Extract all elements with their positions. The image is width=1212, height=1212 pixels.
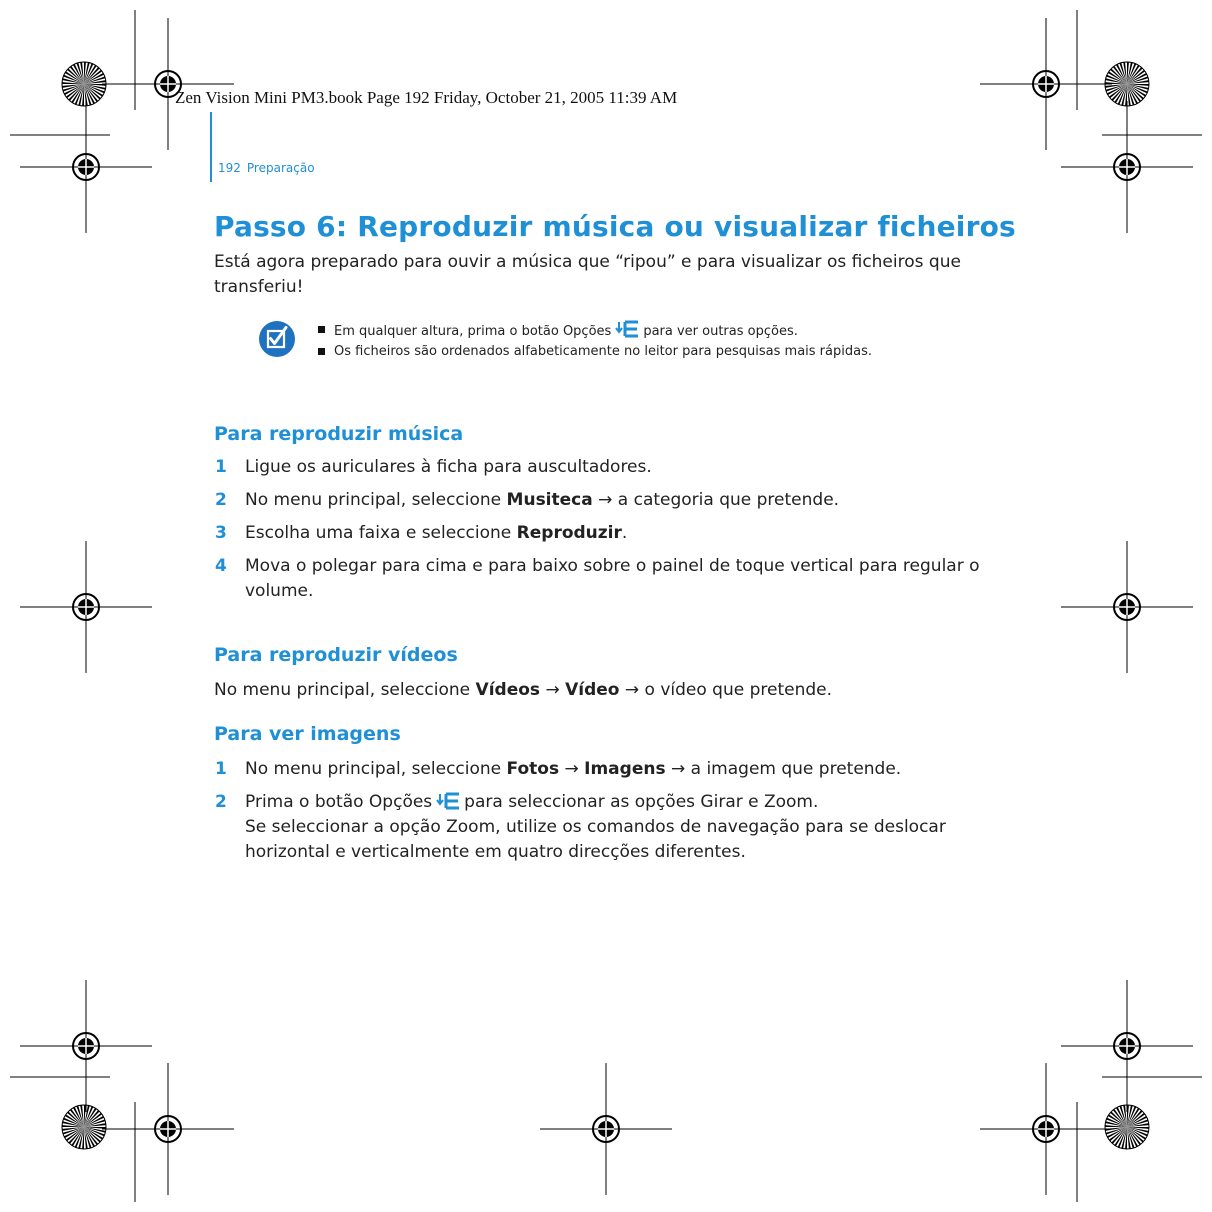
- list-item: 3 Escolha uma faixa e seleccione Reproduzir.: [215, 523, 628, 543]
- registration-mark-icon: [20, 541, 152, 673]
- note-item: Em qualquer altura, prima o botão Opções para ver outras opções.: [318, 320, 978, 342]
- book-header: Zen Vision Mini PM3.book Page 192 Friday, October 21, 2005 11:39 AM: [175, 88, 678, 107]
- note-item: Os ficheiros são ordenados alfabeticamente no leitor para pesquisas mais rápidas.: [318, 342, 978, 362]
- starburst-mark-icon: [62, 1105, 106, 1149]
- bullet: [318, 326, 325, 333]
- starburst-mark-icon: [62, 62, 106, 106]
- running-head: [218, 161, 315, 175]
- list-item: 1 Ligue os auriculares à ficha para auscultadores.: [215, 457, 652, 477]
- music-steps: [214, 455, 994, 604]
- images-heading: Para ver imagens: [214, 723, 401, 745]
- page-rule: [210, 112, 212, 182]
- page-title: Passo 6: Reproduzir música ou visualizar ficheiros: [214, 210, 1016, 243]
- registration-mark-icon: [980, 18, 1112, 150]
- images-steps: [214, 757, 994, 865]
- registration-mark-icon: [20, 101, 152, 233]
- options-button-icon: [436, 792, 460, 810]
- videos-heading: Para reproduzir vídeos: [214, 644, 458, 666]
- registration-mark-icon: [540, 1063, 672, 1195]
- registration-mark-icon: [1061, 101, 1193, 233]
- music-heading: Para reproduzir música: [214, 423, 464, 445]
- registration-mark-icon: [1061, 541, 1193, 673]
- registration-mark-icon: [980, 1063, 1112, 1195]
- registration-mark-icon: [1061, 980, 1193, 1112]
- page-number: 192: [218, 161, 241, 175]
- starburst-mark-icon: [1105, 1105, 1149, 1149]
- list-item: 2 Prima o botão Opções para seleccionar as opções Girar e Zoom. Se seleccionar a opção Zoom, utilize os comandos de navegação para se deslocar horizontal e verticalmente em quatro direcções diferentes.: [215, 792, 946, 862]
- section-name: Preparação: [246, 161, 315, 175]
- list-item: 1 No menu principal, seleccione Fotos → Imagens → a imagem que pretende.: [215, 759, 902, 779]
- registration-mark-icon: [102, 1063, 234, 1195]
- registration-mark-icon: [20, 980, 152, 1112]
- note-list: [318, 320, 978, 362]
- checkbox-note-icon: [259, 321, 295, 357]
- intro-paragraph: Está agora preparado para ouvir a música que “ripou” e para visualizar os ficheiros que transferiu!: [214, 252, 961, 297]
- list-item: 4 Mova o polegar para cima e para baixo sobre o painel de toque vertical para regular o volume.: [215, 556, 980, 601]
- bullet: [318, 348, 325, 355]
- starburst-mark-icon: [1105, 62, 1149, 106]
- list-item: 2 No menu principal, seleccione Musiteca → a categoria que pretende.: [215, 490, 840, 510]
- registration-mark-icon: [102, 18, 234, 150]
- options-button-icon: [615, 320, 639, 338]
- videos-paragraph: No menu principal, seleccione Vídeos → Vídeo → o vídeo que pretende.: [214, 680, 833, 700]
